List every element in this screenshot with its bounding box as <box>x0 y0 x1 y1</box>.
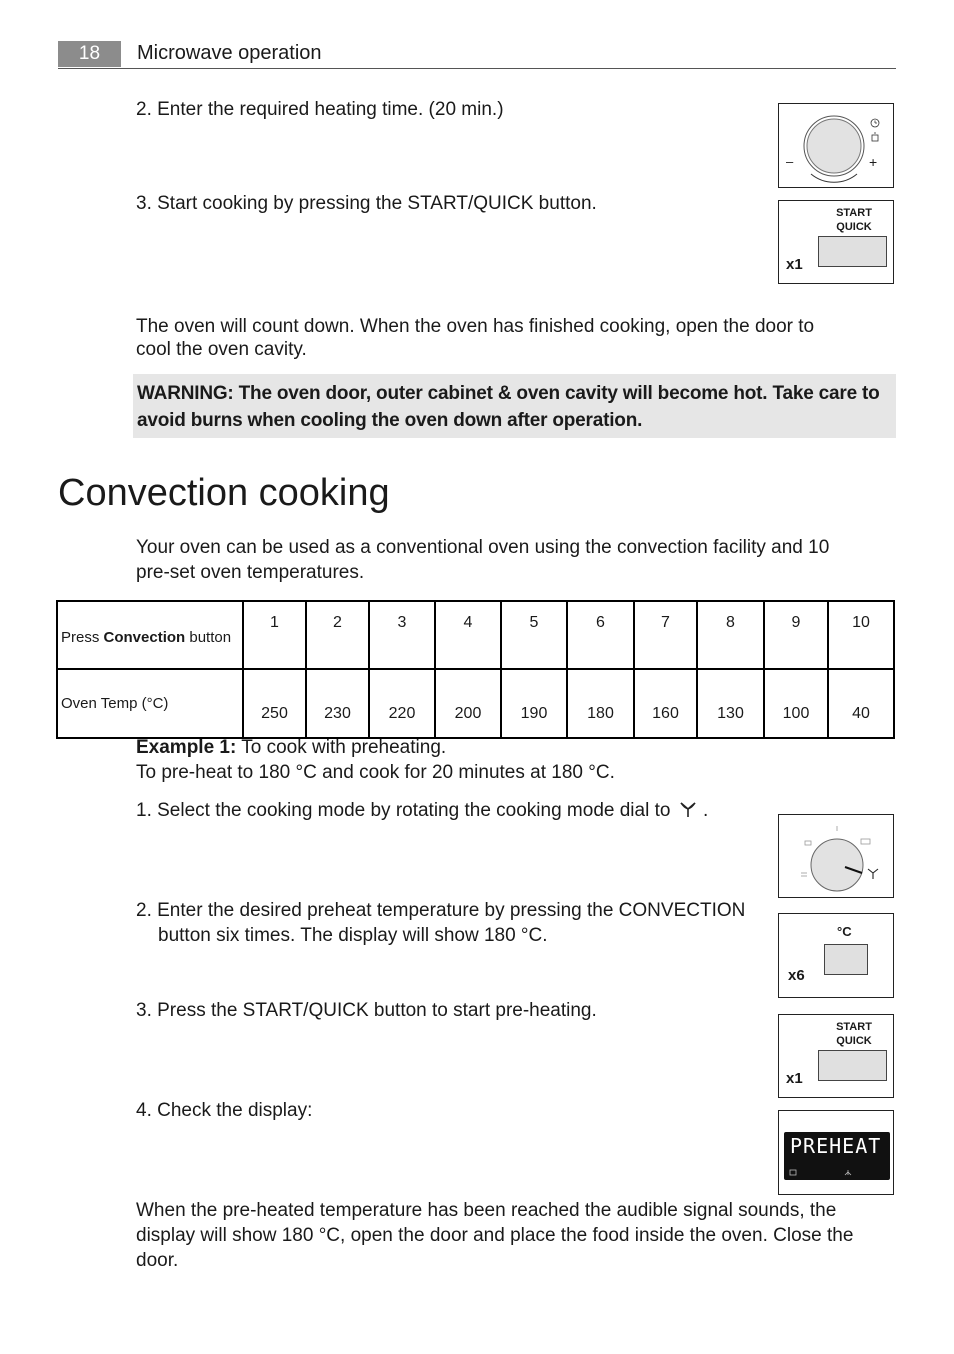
table-cell: 3 <box>369 601 435 669</box>
example-heading: Example 1: To cook with preheating. <box>136 737 447 758</box>
dial-plus-label: + <box>869 154 878 170</box>
section-title: Convection cooking <box>58 472 390 514</box>
final-line-3: door. <box>136 1250 179 1271</box>
table-cell: 5 <box>501 601 567 669</box>
display-illustration <box>778 1110 894 1195</box>
convection-temperature-table <box>56 600 895 739</box>
table-cell: 200 <box>435 669 501 738</box>
header-rule <box>58 68 896 69</box>
convection-fan-icon <box>678 800 698 818</box>
table-cell: 100 <box>764 669 828 738</box>
time-dial-illustration <box>778 103 894 188</box>
dial-minus-label: – <box>786 154 794 169</box>
final-line-2: display will show 180 °C, open the door and place the food inside the oven. Close the <box>136 1225 854 1246</box>
table-cell: 250 <box>243 669 306 738</box>
table-cell: 180 <box>567 669 634 738</box>
table-cell: 6 <box>567 601 634 669</box>
table-cell: 10 <box>828 601 894 669</box>
start-quick-button-illustration-2 <box>778 1014 894 1098</box>
row-label-press: Press Convection button <box>57 601 243 669</box>
weight-icon <box>872 133 878 141</box>
countdown-line-1: The oven will count down. When the oven has finished cooking, open the door to <box>136 316 815 337</box>
table-cell: 7 <box>634 601 697 669</box>
countdown-line-2: cool the oven cavity. <box>136 339 307 360</box>
table-cell: 220 <box>369 669 435 738</box>
press-count: x1 <box>786 1070 803 1087</box>
table-row-temps <box>57 669 894 738</box>
intro-line-1: Your oven can be used as a conventional oven using the convection facility and 10 <box>136 537 830 558</box>
step-3-start-cooking: 3. Start cooking by pressing the START/QUICK button. <box>136 193 597 214</box>
table-cell: 130 <box>697 669 764 738</box>
oven-display <box>784 1132 890 1180</box>
example-step-2-line-2: button six times. The display will show 180 °C. <box>158 925 548 946</box>
table-cell: 4 <box>435 601 501 669</box>
start-quick-button-illustration-1 <box>778 200 894 284</box>
example-step-1: 1. Select the cooking mode by rotating the cooking mode dial to . <box>136 800 709 821</box>
celsius-label: °C <box>837 924 852 939</box>
step-2-heating-time: 2. Enter the required heating time. (20 min.) <box>136 99 504 120</box>
table-cell: 1 <box>243 601 306 669</box>
example-step-4: 4. Check the display: <box>136 1100 313 1121</box>
example-step-2-line-1: 2. Enter the desired preheat temperature by pressing the CONVECTION <box>136 900 746 921</box>
display-text: PREHEAT <box>790 1134 882 1158</box>
final-line-1: When the pre-heated temperature has been reached the audible signal sounds, the <box>136 1200 837 1221</box>
table-row-presses <box>57 601 894 669</box>
warning-line-2: avoid burns when cooling the oven down after operation. <box>137 410 643 431</box>
example-step-3: 3. Press the START/QUICK button to start pre-heating. <box>136 1000 597 1021</box>
warning-line-1: WARNING: The oven door, outer cabinet & oven cavity will become hot. Take care to <box>137 383 880 404</box>
start-quick-label: START QUICK <box>836 1021 872 1047</box>
convection-fan-icon <box>868 869 878 879</box>
press-count: x6 <box>788 967 805 984</box>
start-quick-label: START QUICK <box>836 207 872 233</box>
start-quick-button <box>818 1050 887 1081</box>
table-cell: 8 <box>697 601 764 669</box>
table-cell: 2 <box>306 601 369 669</box>
mode-dial-svg <box>779 815 893 897</box>
clock-icon <box>871 119 879 127</box>
table-cell: 160 <box>634 669 697 738</box>
example-subtitle: To pre-heat to 180 °C and cook for 20 minutes at 180 °C. <box>136 762 615 783</box>
intro-line-2: pre-set oven temperatures. <box>136 562 365 583</box>
convection-button <box>824 944 868 975</box>
table-cell: 230 <box>306 669 369 738</box>
row-label-oven-temp: Oven Temp (°C) <box>57 669 243 738</box>
table-cell: 40 <box>828 669 894 738</box>
start-quick-button <box>818 236 887 267</box>
page-number: 18 <box>58 41 121 67</box>
header-title: Microwave operation <box>137 42 322 64</box>
display-indicators <box>784 1132 890 1180</box>
table-cell: 9 <box>764 601 828 669</box>
press-count: x1 <box>786 256 803 273</box>
time-dial-svg <box>779 104 893 187</box>
cooking-mode-dial-illustration <box>778 814 894 898</box>
warning-box <box>133 374 896 438</box>
convection-button-illustration <box>778 913 894 998</box>
table-cell: 190 <box>501 669 567 738</box>
